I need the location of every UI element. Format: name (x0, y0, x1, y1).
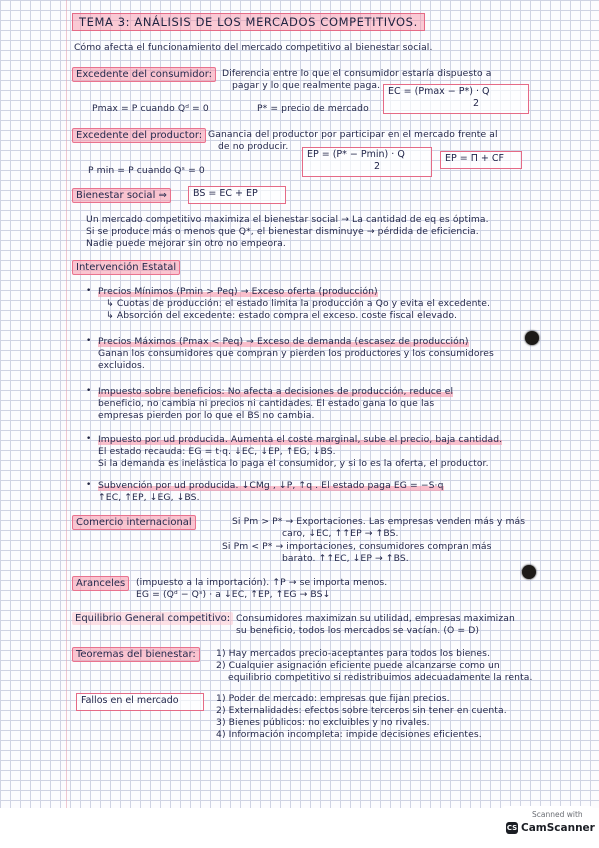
min-price-sub-2: ↳ Absorción del excedente: estado compra el exceso. coste fiscal elevado. (106, 310, 457, 321)
min-price-sub-1: ↳ Cuotas de producción: el estado limita la producción a Qo y evita el excedente. (106, 298, 491, 309)
max-price-head (98, 336, 469, 347)
tax-unit-text-1 (98, 434, 502, 445)
tariffs-label: Aranceles (72, 576, 129, 591)
page-title: TEMA 3: ANÁLISIS DE LOS MERCADOS COMPETITIVOS. (72, 13, 425, 31)
producer-text-1: Ganancia del productor por participar en el mercado frente al (208, 129, 498, 140)
pstar-definition: P* = precio de mercado (257, 103, 369, 114)
equilibrium-label: Equilibrio General competitivo: (72, 612, 233, 625)
bullet-dot: • (86, 434, 92, 444)
camscanner-logo-icon: CS (506, 824, 518, 832)
welfare-text-2: Si se produce más o menos que Q*, el bienestar disminuye → pérdida de eficiencia. (86, 226, 479, 237)
pmax-definition: Pmax = P cuando Qᵈ = 0 (92, 103, 209, 114)
tax-unit-text-2: El estado recauda: EG = t·q. ↓EC, ↓EP, ↑EG, ↓BS. (98, 446, 336, 457)
tax-profit-text-1-inner: Impuesto sobre beneficios: No afecta a decisiones de producción, reduce el (98, 386, 454, 397)
failure-2: 2) Externalidades: efectos sobre terceros sin tener en cuenta. (216, 705, 507, 716)
tax-profit-text-1 (98, 386, 453, 397)
equilibrium-text-2: su beneficio, todos los mercados se vacían. (O = D) (236, 625, 480, 636)
bullet-dot: • (86, 336, 92, 346)
intro-text: Cómo afecta el funcionamiento del mercado competitivo al bienestar social. (74, 42, 433, 53)
theorems-label: Teoremas del bienestar: (72, 647, 200, 662)
binder-hole (525, 331, 539, 345)
subsidy-text-2: ↑EC, ↑EP, ↓EG, ↓BS. (98, 492, 200, 503)
watermark-line-2: CamScanner (521, 822, 595, 834)
formula-numerator: EC = (Pmax − P*) · Q (388, 86, 490, 97)
watermark-line-1: Scanned with (532, 810, 583, 819)
tax-profit-text-2: beneficio, no cambia ni precios ni cantidades. El estado gana lo que las (98, 398, 435, 409)
bullet-dot: • (86, 480, 92, 490)
producer-profit-formula: EP = Π + CF (440, 151, 522, 169)
tariffs-text-1: (impuesto a la importación). ↑P → se importa menos. (136, 577, 388, 588)
binder-hole (522, 565, 536, 579)
consumer-text-1: Diferencia entre lo que el consumidor estaría dispuesto a (222, 68, 492, 79)
trade-line-3: Si Pm < P* → importaciones, consumidores compran más (222, 541, 492, 552)
bullet-dot: • (86, 386, 92, 396)
tax-unit-text-1-inner: Impuesto por ud producida. Aumenta el coste marginal, sube el precio, baja cantidad. (98, 434, 503, 445)
formula-numerator: EP = (P* − Pmin) · Q (307, 149, 405, 160)
max-price-text-1: Ganan los consumidores que compran y pierden los productores y los consumidores (98, 348, 494, 359)
tax-profit-text-3: empresas pierden por lo que el BS no cambia. (98, 410, 315, 421)
producer-surplus-formula (302, 147, 432, 177)
failure-1: 1) Poder de mercado: empresas que fijan precios. (216, 693, 450, 704)
failures-label: Fallos en el mercado (76, 693, 204, 711)
margin-line (66, 0, 67, 808)
consumer-surplus-label: Excedente del consumidor: (72, 67, 216, 82)
bullet-dot: • (86, 286, 92, 296)
trade-line-4: barato. ↑↑EC, ↓EP → ↑BS. (282, 553, 409, 564)
trade-label: Comercio internacional (72, 515, 196, 530)
welfare-text-1: Un mercado competitivo maximiza el bienestar social → La cantidad de eq es óptima. (86, 214, 489, 225)
social-welfare-formula: BS = EC + EP (188, 186, 286, 204)
trade-line-2: caro, ↓EC, ↑↑EP → ↑BS. (282, 528, 399, 539)
failure-4: 4) Información incompleta: impide decisiones eficientes. (216, 729, 482, 740)
social-welfare-label: Bienestar social ⇒ (72, 188, 171, 203)
subsidy-text-1 (98, 480, 444, 491)
min-price-head (98, 286, 378, 297)
max-price-text-2: excluidos. (98, 360, 145, 371)
tariffs-text-2: EG = (Qᵈ − Qˢ) · a ↓EC, ↑EP, ↑EG → BS↓ (136, 589, 331, 600)
max-price-head-text: Precios Máximos (Pmax < Peq) → Exceso de demanda (escasez de producción) (98, 336, 469, 347)
consumer-text-2: pagar y lo que realmente paga. (232, 80, 381, 91)
min-price-head-text: Precios Mínimos (Pmin > Peq) → Exceso oferta (producción) (98, 286, 378, 297)
welfare-text-3: Nadie puede mejorar sin otro no empeora. (86, 238, 286, 249)
producer-text-2: de no producir. (218, 141, 289, 152)
pmin-definition: P min = P cuando Qˢ = 0 (88, 165, 205, 176)
producer-surplus-label: Excedente del productor: (72, 128, 206, 143)
intervention-label: Intervención Estatal (72, 260, 180, 275)
subsidy-text-1-inner: Subvención por ud producida. ↓CMg , ↓P, ↑q . El estado paga EG = −S·q (98, 480, 444, 491)
theorem-2: 2) Cualquier asignación eficiente puede alcanzarse como un (216, 660, 500, 671)
formula-denominator: 2 (472, 98, 480, 109)
failure-3: 3) Bienes públicos: no excluibles y no rivales. (216, 717, 430, 728)
equilibrium-text-1: Consumidores maximizan su utilidad, empresas maximizan (236, 613, 515, 624)
tax-unit-text-3: Si la demanda es inelástica lo paga el consumidor, y si lo es la oferta, el productor. (98, 458, 489, 469)
theorem-3: equilibrio competitivo si redistribuimos adecuadamente la renta. (228, 672, 533, 683)
theorem-1: 1) Hay mercados precio-aceptantes para todos los bienes. (216, 648, 491, 659)
trade-line-1: Si Pm > P* → Exportaciones. Las empresas venden más y más (232, 516, 526, 527)
formula-denominator: 2 (373, 161, 381, 172)
consumer-surplus-formula (383, 84, 529, 114)
camscanner-watermark (502, 806, 593, 842)
